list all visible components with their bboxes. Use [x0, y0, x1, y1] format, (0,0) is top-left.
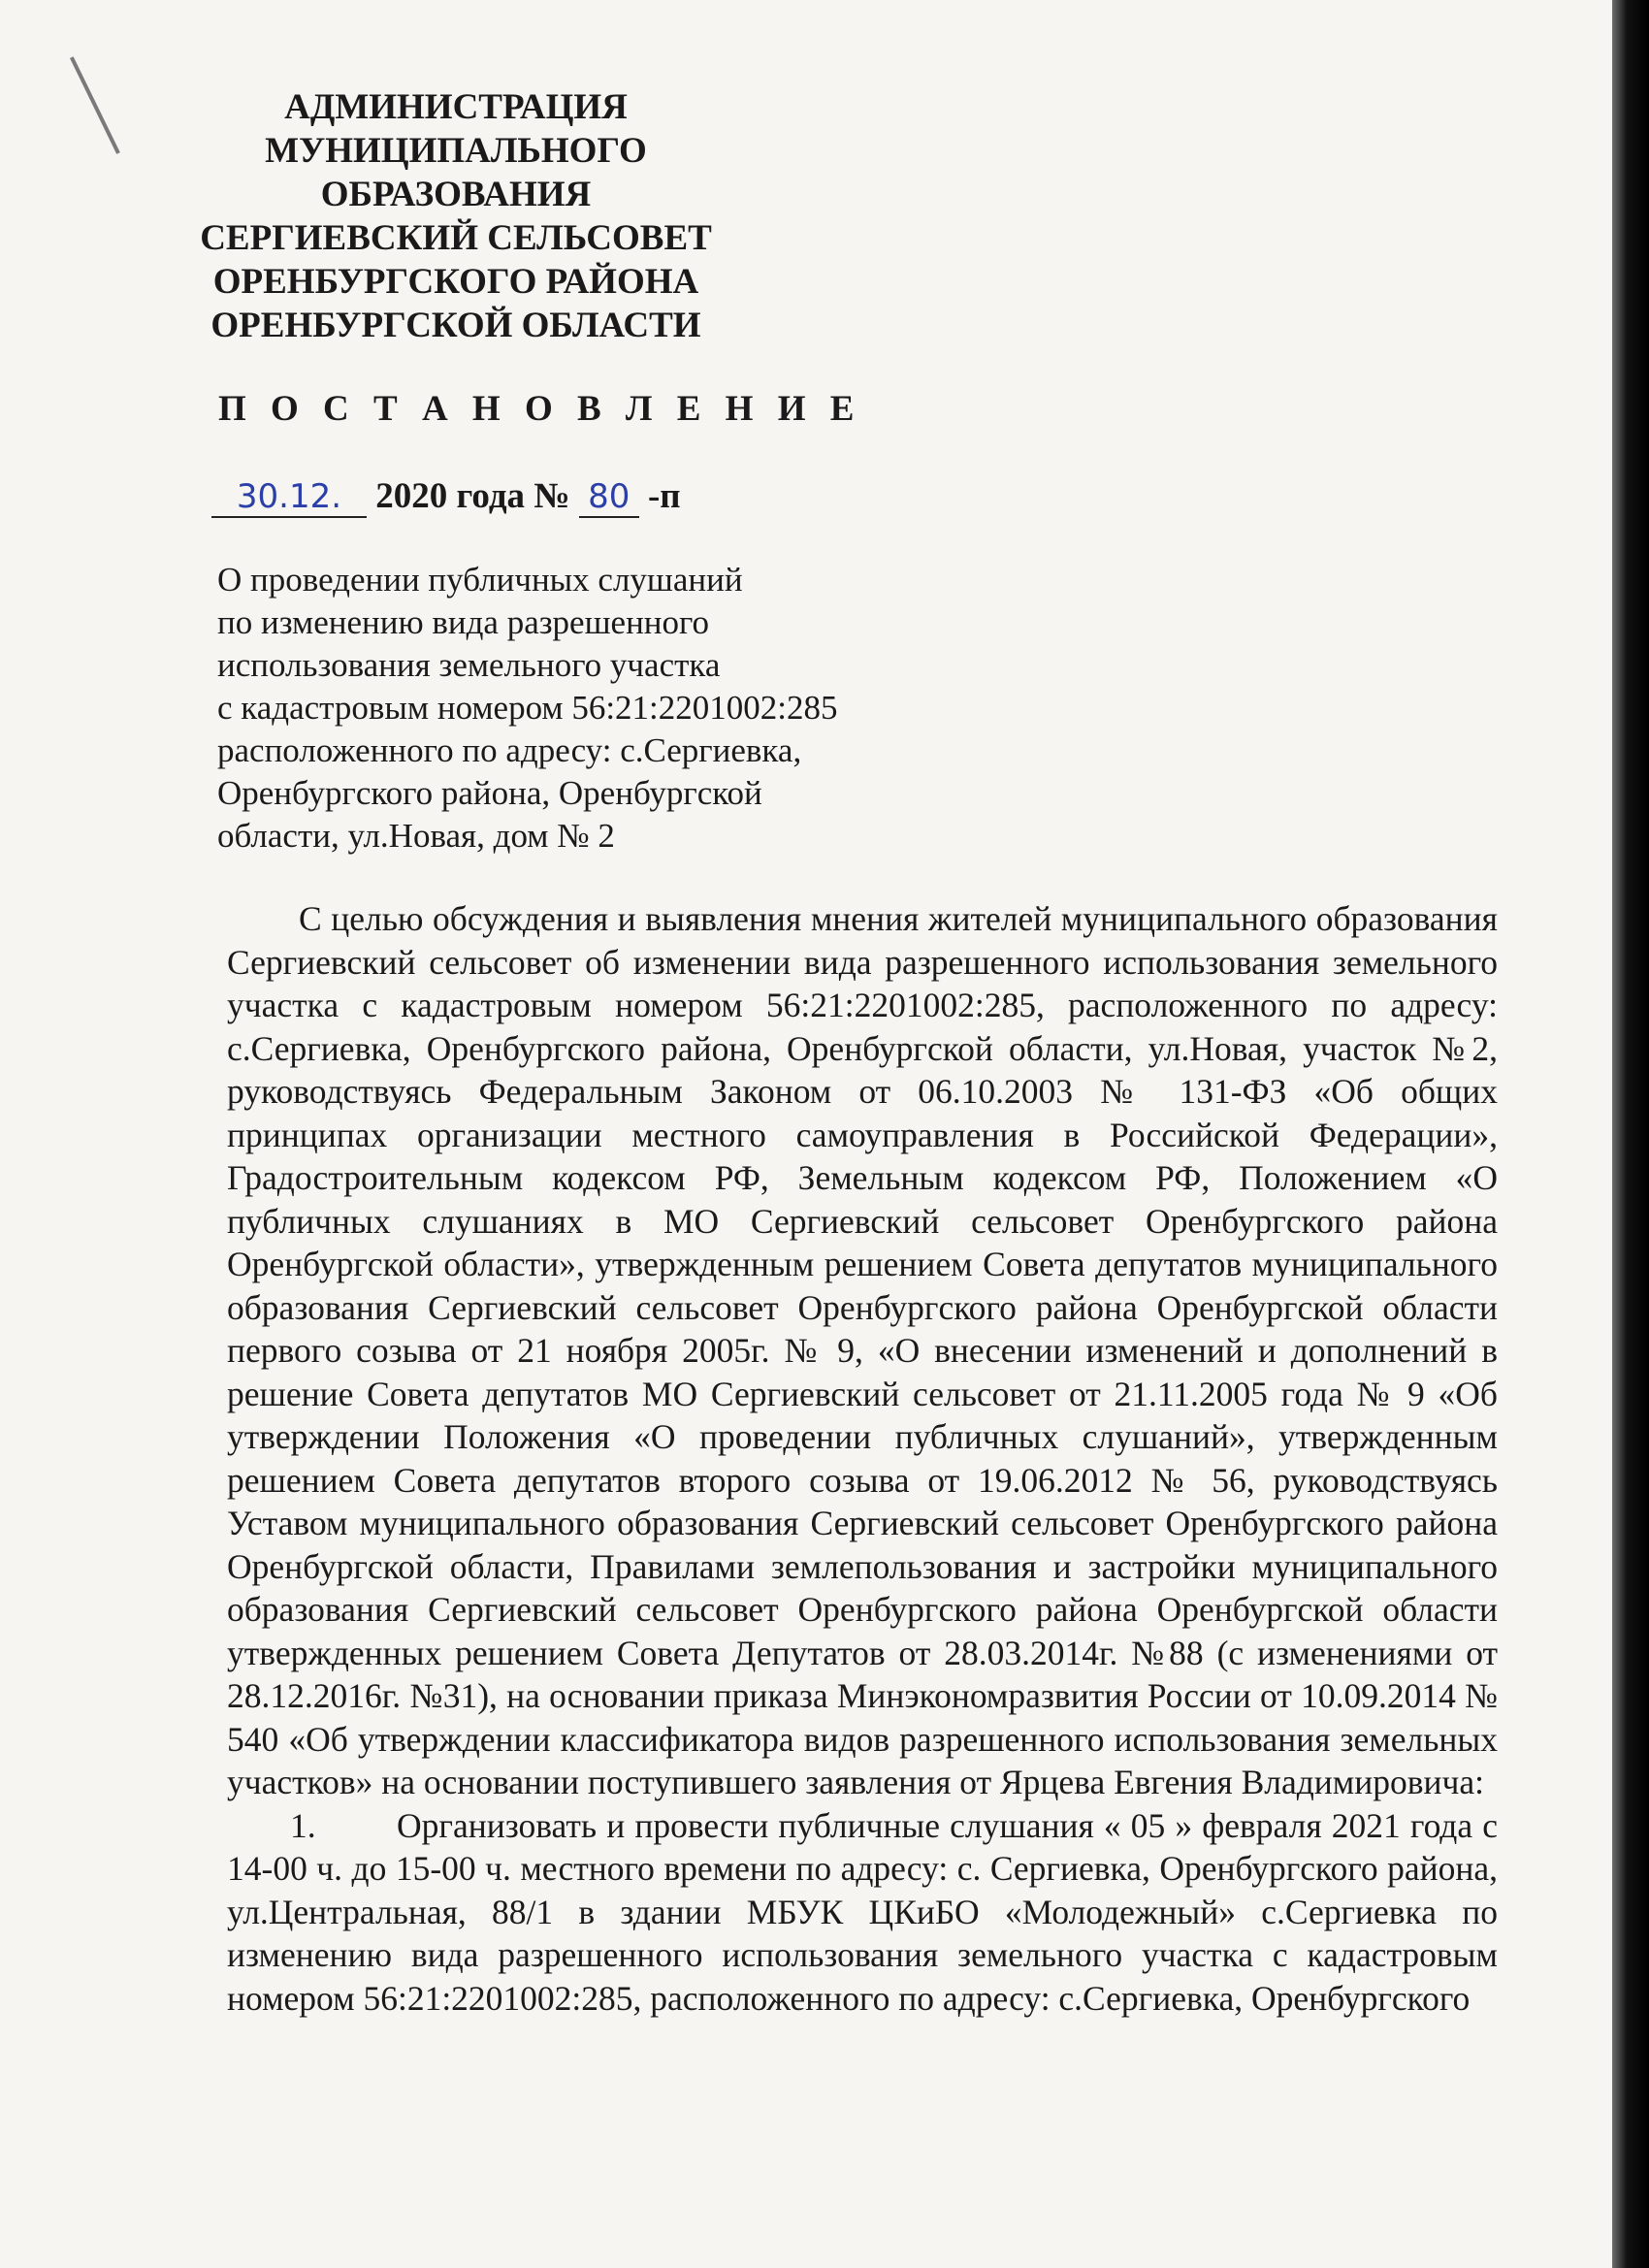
year-text: 2020 года № — [375, 476, 570, 516]
organization-header — [170, 85, 742, 347]
header-line: ОРЕНБУРГСКОЙ ОБЛАСТИ — [210, 306, 701, 345]
header-line: СЕРГИЕВСКИЙ СЕЛЬСОВЕТ — [200, 218, 712, 258]
subject-line: использования земельного участка — [217, 646, 721, 684]
date-number-line — [211, 475, 681, 518]
header-line: ОРЕНБУРГСКОГО РАЙОНА — [212, 262, 699, 302]
subject-line: по изменению вида разрешенного — [217, 603, 710, 641]
handwritten-date: 30.12. — [211, 477, 367, 518]
subject-line: расположенного по адресу: с.Сергиевка, — [217, 731, 802, 769]
preamble-paragraph: С целью обсуждения и выявления мнения жителей муниципального образования Сергиевский сельсовет об изменении вида разрешенного использования земельного участка с кадастровым номером 56:21:2201002:285, расположенного по адресу: с.Сергиевка, Оренбургского района, Оренбургской области, ул.Новая, участок №2, руководствуясь Федеральным Законом от 06.10.2003 № 131-ФЗ «Об общих принципах организации местного самоуправления в Российской Федерации», Градостроительным кодексом РФ, Земельным кодексом РФ, Положением «О публичных слушаниях в МО Сергиевский сельсовет Оренбургского района Оренбургской области», утвержденным решением Совета депутатов муниципального образования Сергиевский сельсовет Оренбургского района Оренбургской области первого созыва от 21 ноября 2005г. № 9, «О внесении изменений и дополнений в решение Совета депутатов МО Сергиевский сельсовет от 21.11.2005 года № 9 «Об утверждении Положения «О проведении публичных слушаний», утвержденным решением Совета депутатов второго созыва от 19.06.2012 № 56, руководствуясь Уставом муниципального образования Сергиевский сельсовет Оренбургского района Оренбургской области, Правилами землепользования и застройки муниципального образования Сергиевский сельсовет Оренбургского района Оренбургской области утвержденных решением Совета Депутатов от 28.03.2014г. №88 (с изменениями от 28.12.2016г. №31), на основании приказа Минэкономразвития России от 10.09.2014 № 540 «Об утверждении классификатора видов разрешенного использования земельных участков» на основании поступившего заявления от Ярцева Евгения Владимировича: — [227, 899, 1498, 1801]
handwritten-number: 80 — [579, 477, 639, 518]
document-title: П О С Т А Н О В Л Е Н И Е — [218, 389, 862, 429]
header-line: МУНИЦИПАЛЬНОГО — [265, 131, 647, 171]
number-suffix: -п — [647, 476, 681, 516]
subject-line: с кадастровым номером 56:21:2201002:285 — [217, 689, 838, 727]
document-body — [227, 897, 1498, 2020]
header-line: АДМИНИСТРАЦИЯ — [284, 87, 628, 127]
numbered-item — [227, 1804, 1498, 2021]
item-number: 1. — [290, 1805, 316, 1845]
item-text: Организовать и провести публичные слушания « 05 » февраля 2021 года с 14-00 ч. до 15-00 ч. местного времени по адресу: с. Сергиевка, Оренбургского района, ул.Центральная, 88/1 в здании МБУК ЦКиБО «Молодежный» с.Сергиевка по изменению вида разрешенного использования земельного участка с кадастровым номером 56:21:2201002:285, расположенного по адресу: с.Сергиевка, Оренбургского — [227, 1805, 1498, 2018]
scan-artifact-line — [70, 56, 120, 154]
subject-line: О проведении публичных слушаний — [217, 561, 743, 599]
header-line: ОБРАЗОВАНИЯ — [320, 175, 592, 214]
document-subject — [217, 559, 974, 858]
scan-dark-edge — [1612, 0, 1649, 2268]
subject-line: области, ул.Новая, дом № 2 — [217, 817, 615, 855]
subject-line: Оренбургского района, Оренбургской — [217, 774, 762, 812]
